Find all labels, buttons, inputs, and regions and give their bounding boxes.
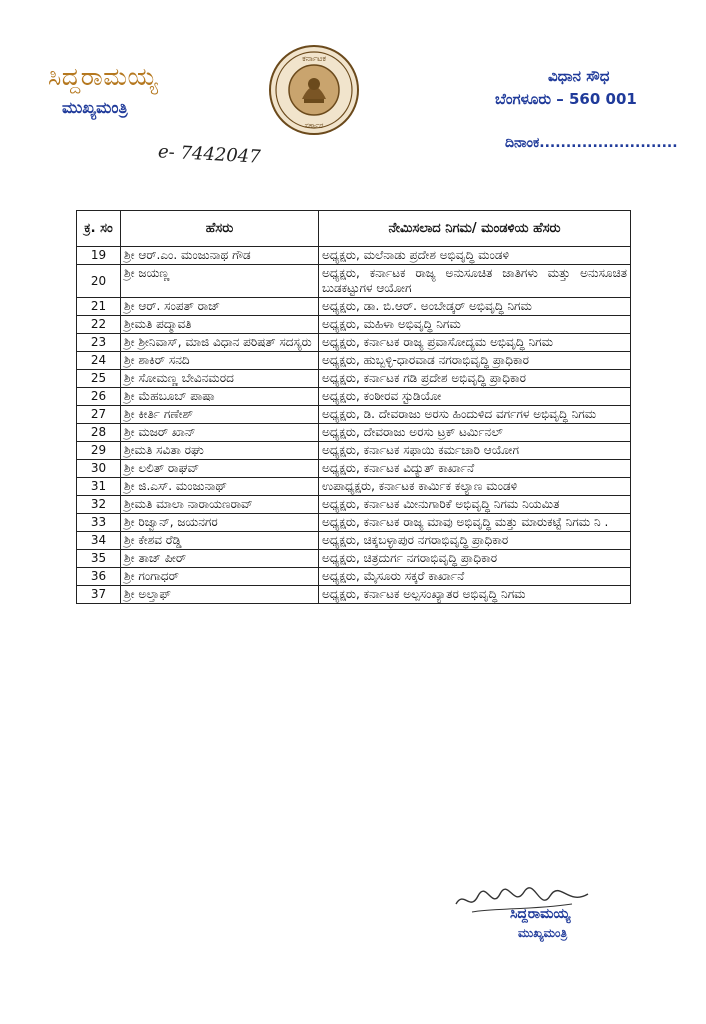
emblem-top-text: ಕರ್ನಾಟಕ	[302, 54, 326, 63]
row-name: ಶ್ರೀ ಶಾಕಿರ್ ಸನದಿ	[121, 352, 319, 370]
table-row	[77, 298, 631, 316]
row-post: ಅಧ್ಯಕ್ಷರು, ಡಿ. ದೇವರಾಜು ಅರಸು ಹಿಂದುಳಿದ ವರ್ಗಗಳ ಅಭಿವೃದ್ಧಿ ನಿಗಮ	[319, 406, 631, 424]
row-post: ಅಧ್ಯಕ್ಷರು, ಮಹಿಳಾ ಅಭಿವೃದ್ಧಿ ನಿಗಮ	[319, 316, 631, 334]
row-post: ಅಧ್ಯಕ್ಷರು, ಚಿಕ್ಕಬಳ್ಳಾಪುರ ನಗರಾಭಿವೃದ್ಧಿ ಪ್ರಾಧಿಕಾರ	[319, 532, 631, 550]
row-post: ಅಧ್ಯಕ್ಷರು, ಕರ್ನಾಟಕ ವಿದ್ಯುತ್ ಕಾರ್ಖಾನೆ	[319, 460, 631, 478]
table-row	[77, 316, 631, 334]
row-serial: 29	[77, 442, 121, 460]
row-serial: 22	[77, 316, 121, 334]
header-name: ಹೆಸರು	[121, 211, 319, 247]
row-name: ಶ್ರೀ ಆರ್. ಸಂಪತ್ ರಾಜ್	[121, 298, 319, 316]
row-post: ಉಪಾಧ್ಯಕ್ಷರು, ಕರ್ನಾಟಕ ಕಾರ್ಮಿಕ ಕಲ್ಯಾಣ ಮಂಡಳಿ	[319, 478, 631, 496]
table-row	[77, 514, 631, 532]
row-serial: 37	[77, 586, 121, 604]
row-post: ಅಧ್ಯಕ್ಷರು, ಕರ್ನಾಟಕ ಅಲ್ಪಸಂಖ್ಯಾತರ ಅಭಿವೃದ್ಧಿ ನಿಗಮ	[319, 586, 631, 604]
row-serial: 23	[77, 334, 121, 352]
emblem-bottom-text: ಸರ್ಕಾರ	[304, 121, 324, 130]
row-serial: 35	[77, 550, 121, 568]
row-serial: 33	[77, 514, 121, 532]
row-post: ಅಧ್ಯಕ್ಷರು, ಮೈಸೂರು ಸಕ್ಕರೆ ಕಾರ್ಖಾನೆ	[319, 568, 631, 586]
signatory-title: ಮುಖ್ಯಮಂತ್ರಿ	[518, 926, 568, 940]
date-field: ದಿನಾಂಕ..........................	[505, 135, 678, 151]
address-line-1: ವಿಧಾನ ಸೌಧ	[548, 67, 610, 85]
row-name: ಶ್ರೀ ಮಜರ್ ಖಾನ್	[121, 424, 319, 442]
row-post: ಅಧ್ಯಕ್ಷರು, ಹುಬ್ಬಳ್ಳಿ-ಧಾರವಾಡ ನಗರಾಭಿವೃದ್ಧಿ ಪ್ರಾಧಿಕಾರ	[319, 352, 631, 370]
row-serial: 31	[77, 478, 121, 496]
row-name: ಶ್ರೀಮತಿ ಮಾಲಾ ನಾರಾಯಣರಾವ್	[121, 496, 319, 514]
header-post: ನೇಮಿಸಲಾದ ನಿಗಮ/ ಮಂಡಳಿಯ ಹೆಸರು	[319, 211, 631, 247]
row-name: ಶ್ರೀ ಕೀರ್ತಿ ಗಣೇಶ್	[121, 406, 319, 424]
row-name: ಶ್ರೀ ಮೆಹಬೂಬ್ ಪಾಷಾ	[121, 388, 319, 406]
karnataka-emblem-icon	[268, 44, 360, 136]
table-row	[77, 550, 631, 568]
row-post: ಅಧ್ಯಕ್ಷರು, ಮಲೆನಾಡು ಪ್ರದೇಶ ಅಭಿವೃದ್ಧಿ ಮಂಡಳಿ	[319, 247, 631, 265]
row-name: ಶ್ರೀ ತಾಜ್ ಪೀರ್	[121, 550, 319, 568]
row-post: ಅಧ್ಯಕ್ಷರು, ಕರ್ನಾಟಕ ರಾಜ್ಯ ಮಾವು ಅಭಿವೃದ್ಧಿ ಮತ್ತು ಮಾರುಕಟ್ಟೆ ನಿಗಮ ನಿ .	[319, 514, 631, 532]
row-post: ಅಧ್ಯಕ್ಷರು, ಕರ್ನಾಟಕ ಗಡಿ ಪ್ರದೇಶ ಅಭಿವೃದ್ಧಿ ಪ್ರಾಧಿಕಾರ	[319, 370, 631, 388]
table-row	[77, 568, 631, 586]
row-post: ಅಧ್ಯಕ್ಷರು, ಡಾ. ಬಿ.ಆರ್. ಅಂಬೇಡ್ಕರ್ ಅಭಿವೃದ್ಧಿ ನಿಗಮ	[319, 298, 631, 316]
table-row	[77, 388, 631, 406]
table-row	[77, 265, 631, 298]
row-serial: 36	[77, 568, 121, 586]
row-post: ಅಧ್ಯಕ್ಷರು, ಕರ್ನಾಟಕ ರಾಜ್ಯ ಪ್ರವಾಸೋದ್ಯಮ ಅಭಿವೃದ್ಧಿ ನಿಗಮ	[319, 334, 631, 352]
table-header-row	[77, 211, 631, 247]
row-serial: 20	[77, 265, 121, 298]
row-post: ಅಧ್ಯಕ್ಷರು, ದೇವರಾಜು ಅರಸು ಟ್ರಕ್ ಟರ್ಮಿನಲ್	[319, 424, 631, 442]
table-row	[77, 478, 631, 496]
row-serial: 26	[77, 388, 121, 406]
table-row	[77, 247, 631, 265]
row-post: ಅಧ್ಯಕ್ಷರು, ಕರ್ನಾಟಕ ರಾಜ್ಯ ಅನುಸೂಚಿತ ಜಾತಿಗಳು ಮತ್ತು ಅನುಸೂಚಿತ ಬುಡಕಟ್ಟುಗಳ ಆಯೋಗ	[319, 265, 631, 298]
row-serial: 21	[77, 298, 121, 316]
row-name: ಶ್ರೀ ರಿಜ್ವಾನ್, ಜಯನಗರ	[121, 514, 319, 532]
row-post: ಅಧ್ಯಕ್ಷರು, ಕರ್ನಾಟಕ ಮೀನುಗಾರಿಕೆ ಅಭಿವೃದ್ಧಿ ನಿಗಮ ನಿಯಮಿತ	[319, 496, 631, 514]
row-serial: 30	[77, 460, 121, 478]
row-post: ಅಧ್ಯಕ್ಷರು, ಚಿತ್ರದುರ್ಗ ನಗರಾಭಿವೃದ್ಧಿ ಪ್ರಾಧಿಕಾರ	[319, 550, 631, 568]
row-name: ಶ್ರೀಮತಿ ಪದ್ಮಾವತಿ	[121, 316, 319, 334]
row-name: ಶ್ರೀ ಜಯಣ್ಣ	[121, 265, 319, 298]
row-name: ಶ್ರೀ ಆರ್.ಎಂ. ಮಂಜುನಾಥ ಗೌಡ	[121, 247, 319, 265]
address-line-2: ಬೆಂಗಳೂರು – 560 001	[495, 90, 637, 108]
row-post: ಅಧ್ಯಕ್ಷರು, ಕಂಠೀರವ ಸ್ಟುಡಿಯೋ	[319, 388, 631, 406]
row-serial: 24	[77, 352, 121, 370]
row-name: ಶ್ರೀಮತಿ ಸವಿತಾ ರಘು	[121, 442, 319, 460]
table-row	[77, 532, 631, 550]
row-name: ಶ್ರೀ ಸೋಮಣ್ಣ ಬೇವಿನಮರದ	[121, 370, 319, 388]
row-serial: 27	[77, 406, 121, 424]
row-serial: 19	[77, 247, 121, 265]
table-row	[77, 586, 631, 604]
row-post: ಅಧ್ಯಕ್ಷರು, ಕರ್ನಾಟಕ ಸಫಾಯಿ ಕರ್ಮಚಾರಿ ಆಯೋಗ	[319, 442, 631, 460]
table-row	[77, 334, 631, 352]
table-row	[77, 370, 631, 388]
row-name: ಶ್ರೀ ಜಿ.ಎಸ್. ಮಂಜುನಾಥ್	[121, 478, 319, 496]
table-row	[77, 496, 631, 514]
letterhead-name: ಸಿದ್ದರಾಮಯ್ಯ	[48, 62, 159, 91]
row-name: ಶ್ರೀ ಶ್ರೀನಿವಾಸ್, ಮಾಜಿ ವಿಧಾನ ಪರಿಷತ್ ಸದಸ್ಯರು	[121, 334, 319, 352]
table-row	[77, 460, 631, 478]
table-row	[77, 406, 631, 424]
reference-number: e- 7442047	[157, 141, 262, 168]
signatory-name: ಸಿದ್ದರಾಮಯ್ಯ	[510, 906, 571, 922]
row-serial: 28	[77, 424, 121, 442]
row-serial: 32	[77, 496, 121, 514]
letterhead-title: ಮುಖ್ಯಮಂತ್ರಿ	[62, 98, 128, 117]
appointments-table	[76, 210, 631, 604]
row-name: ಶ್ರೀ ಗಂಗಾಧರ್	[121, 568, 319, 586]
table-row	[77, 442, 631, 460]
table-row	[77, 424, 631, 442]
table-row	[77, 352, 631, 370]
row-name: ಶ್ರೀ ಲಲಿತ್ ರಾಘವ್	[121, 460, 319, 478]
header-serial: ಕ್ರ. ಸಂ	[77, 211, 121, 247]
row-serial: 34	[77, 532, 121, 550]
row-serial: 25	[77, 370, 121, 388]
row-name: ಶ್ರೀ ಅಲ್ತಾಫ್	[121, 586, 319, 604]
row-name: ಶ್ರೀ ಕೇಶವ ರೆಡ್ಡಿ	[121, 532, 319, 550]
